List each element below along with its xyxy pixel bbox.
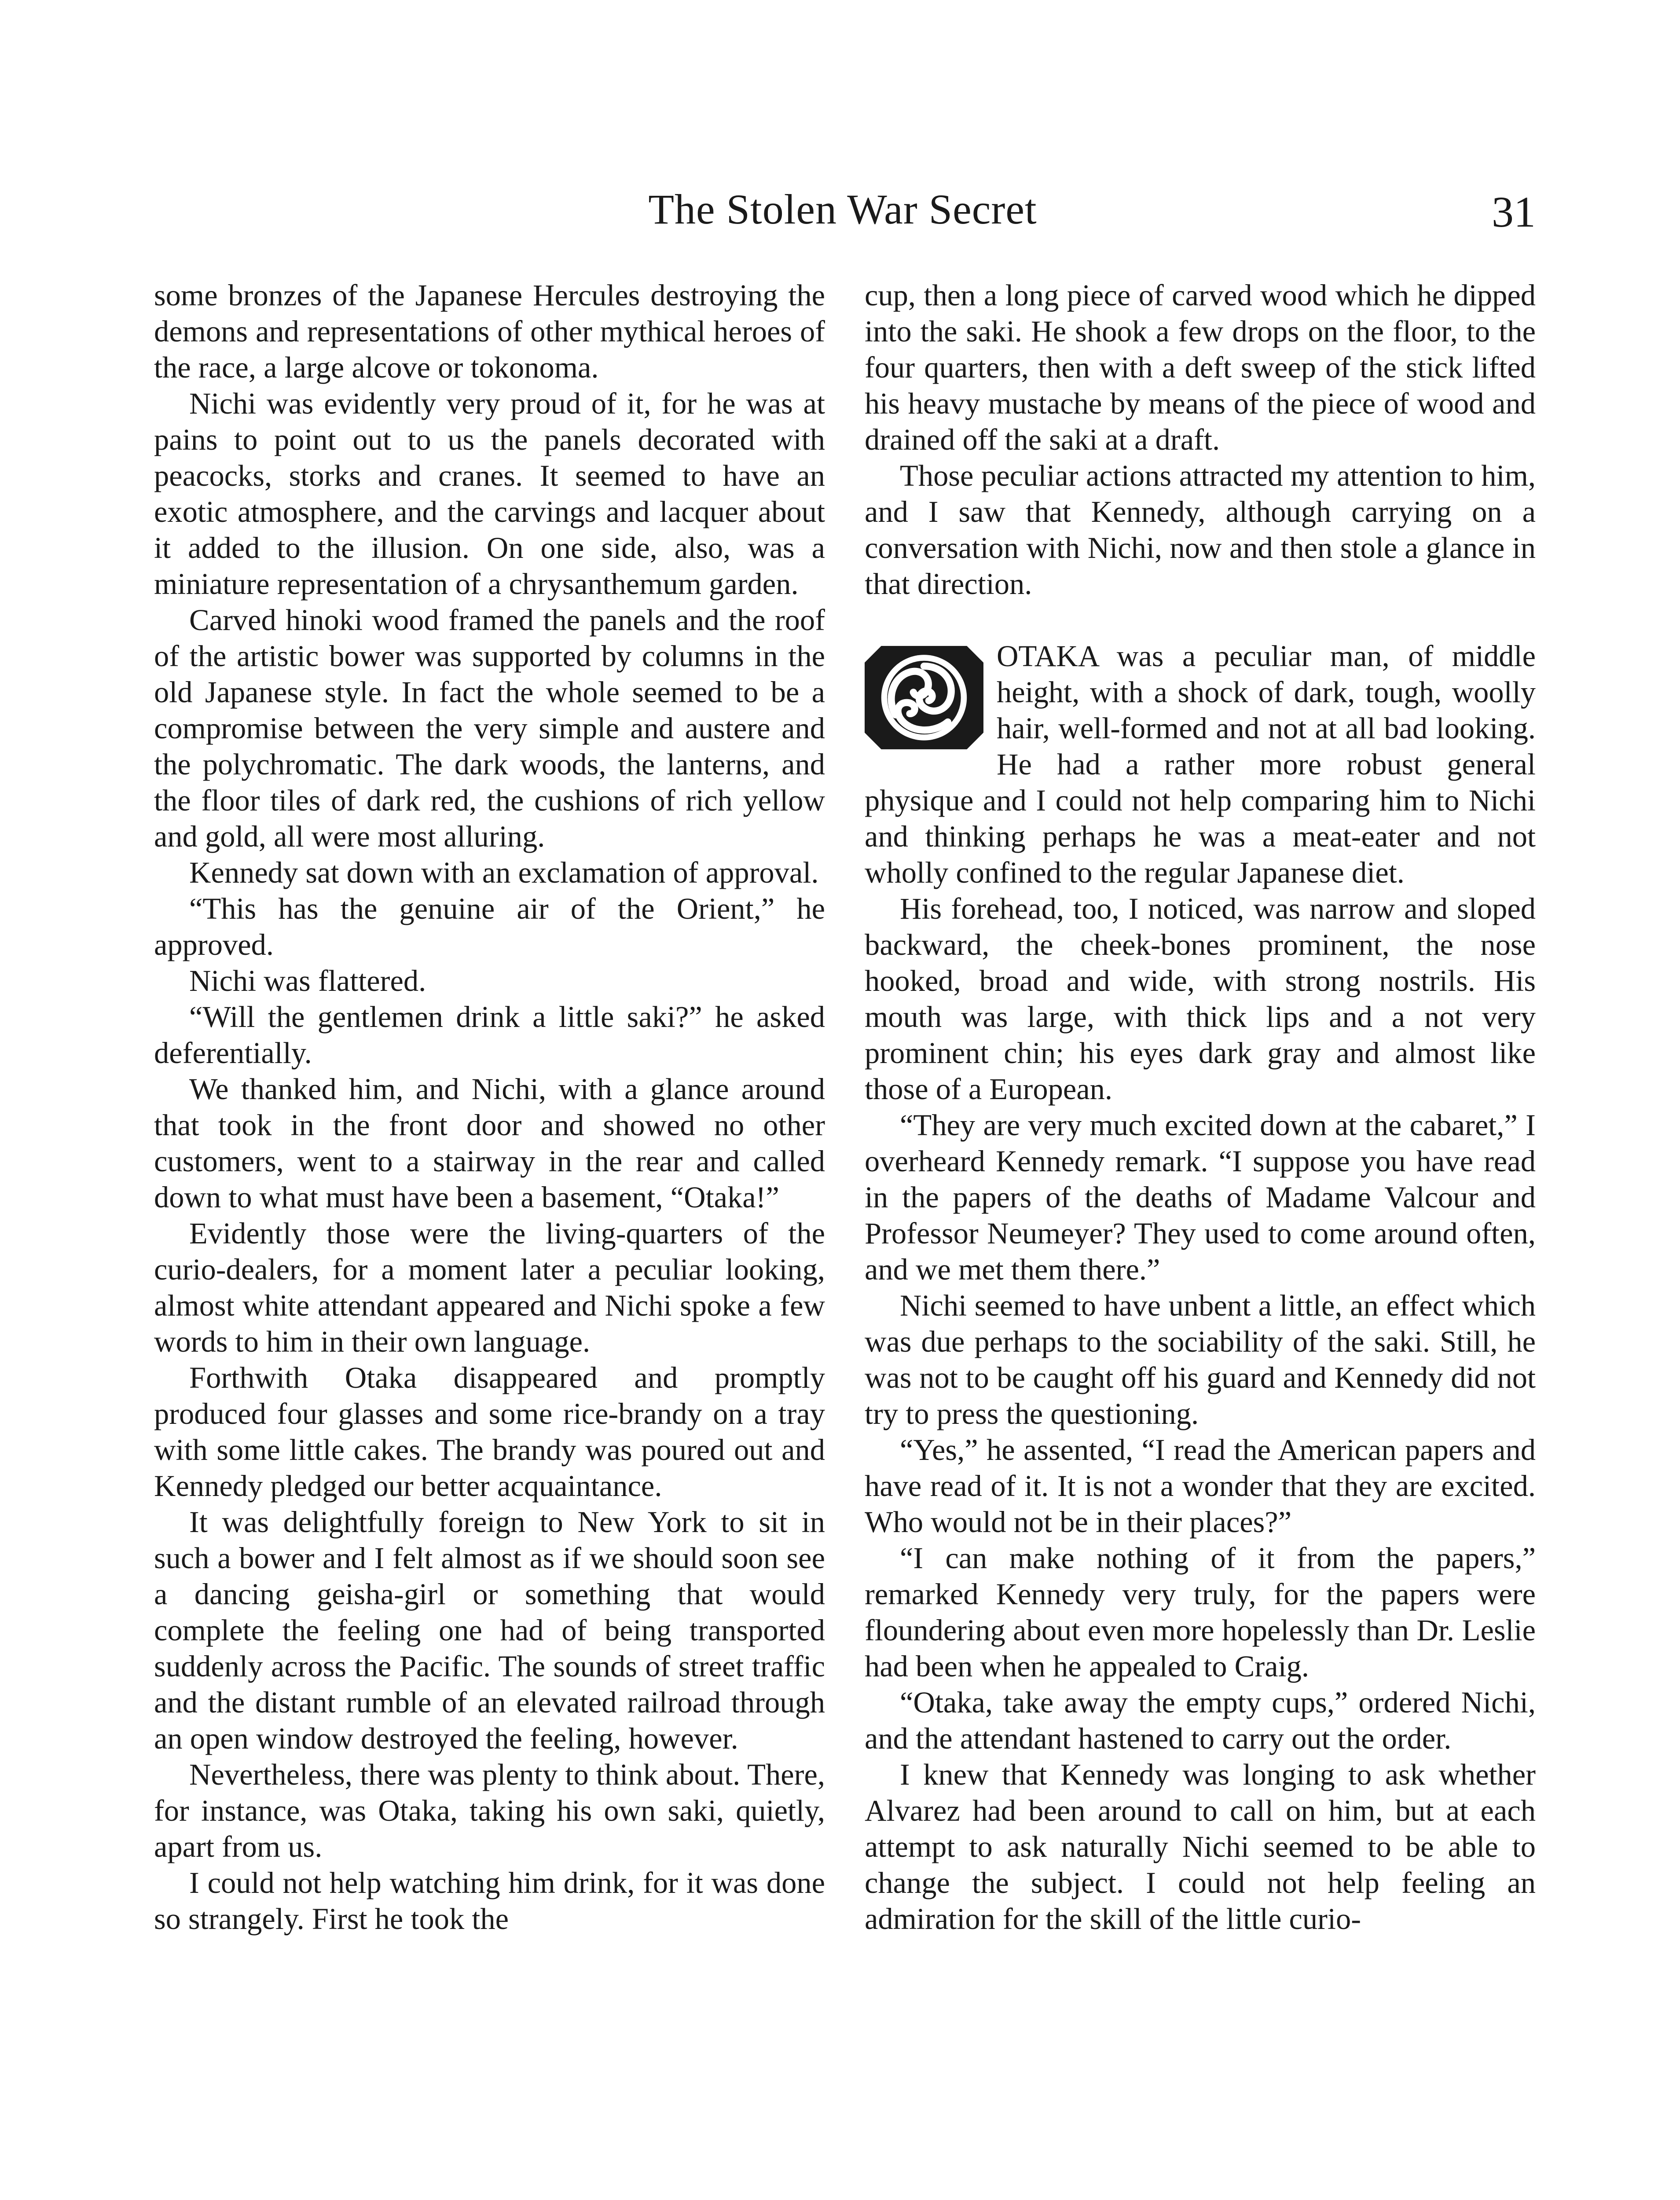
paragraph: Nichi seemed to have unbent a little, an effect which was due perhaps to the sociability of the saki. Still, he was not to be caught off his guard and Kennedy did not try to press the questioning. — [865, 1289, 1536, 1430]
paragraph: “This has the genuine air of the Orient,” he approved. — [154, 892, 825, 961]
paragraph: Nichi was flattered. — [189, 964, 426, 997]
dropcap-paragraph — [865, 638, 1536, 891]
dropcap-paragraph-text: OTAKA was a peculiar man, of middle height, with a shock of dark, tough, woolly hair, well-formed and not at all bad looking. He had a rather more robust general physique and I could not help comparing him to Nichi and thinking perhaps he was a meat-eater and not wholly confined to the regular Japanese diet. — [865, 639, 1536, 889]
paragraph: Those peculiar actions attracted my attention to him, and I saw that Kennedy, although carrying on a conversation with Nichi, now and then stole a glance in that direction. — [865, 459, 1536, 601]
paragraph: It was delightfully foreign to New York to sit in such a bower and I felt almost as if we should soon see a dancing geisha-girl or something that would complete the feeling one had of being transported suddenly across the Pacific. The sounds of street traffic and the distant rumble of an elevated railroad through an open window destroyed the feeling, however. — [154, 1505, 825, 1755]
paragraph: “Will the gentlemen drink a little saki?” he asked deferentially. — [154, 1000, 825, 1070]
left-column — [154, 277, 825, 2200]
paragraph: Carved hinoki wood framed the panels and the roof of the artistic bower was supported by columns in the old Japanese style. In fact the whole seemed to be a compromise between the very simple and austere and the polychromatic. The dark woods, the lanterns, and the floor tiles of dark red, the cushions of rich yellow and gold, all were most alluring. — [154, 603, 825, 853]
paragraph: some bronzes of the Japanese Hercules destroying the demons and representations of other mythical heroes of the race, a large alcove or tokonoma. — [154, 279, 825, 384]
page-number: 31 — [1492, 187, 1536, 236]
running-title: The Stolen War Secret — [648, 186, 1037, 233]
paragraph: Forthwith Otaka disappeared and promptly produced four glasses and some rice-brandy on a tray with some little cakes. The brandy was poured out and Kennedy pledged our better acquaintance. — [154, 1361, 825, 1503]
paragraph: Kennedy sat down with an exclamation of approval. — [189, 856, 819, 889]
paragraph: I knew that Kennedy was longing to ask whether Alvarez had been around to call on him, but at each attempt to ask naturally Nichi seemed to be able to change the subject. I could not help feeling an admiration for the skill of the little curio- — [865, 1758, 1536, 1936]
paragraph: Evidently those were the living-quarters of the curio-dealers, for a moment later a peculiar looking, almost white attendant appeared and Nichi spoke a few words to him in their own language. — [154, 1217, 825, 1358]
paragraph: Nichi was evidently very proud of it, for he was at pains to point out to us the panels decorated with peacocks, storks and cranes. It seemed to have an exotic atmosphere, and the carvings and lacquer about it added to the illusion. On one side, also, was a miniature representation of a chrysanthemum garden. — [154, 387, 825, 601]
paragraph: “Yes,” he assented, “I read the American papers and have read of it. It is not a wonder that they are excited. Who would not be in their places?” — [865, 1433, 1536, 1539]
right-column — [865, 277, 1536, 2200]
paragraph: His forehead, too, I noticed, was narrow and sloped backward, the cheek-bones prominent, the nose hooked, broad and wide, with strong nostrils. His mouth was large, with thick lips and a not very prominent chin; his eyes dark gray and almost like those of a European. — [865, 892, 1536, 1106]
paragraph: “Otaka, take away the empty cups,” ordered Nichi, and the attendant hastened to carry out the order. — [865, 1686, 1536, 1755]
paragraph: We thanked him, and Nichi, with a glance around that took in the front door and showed no other customers, went to a stairway in the rear and called down to what must have been a basement, “Otaka!” — [154, 1072, 825, 1214]
paragraph: Nevertheless, there was plenty to think about. There, for instance, was Otaka, taking his own saki, quietly, apart from us. — [154, 1758, 825, 1863]
ornamental-swirl-icon — [865, 646, 983, 749]
paragraph: cup, then a long piece of carved wood which he dipped into the saki. He shook a few drops on the floor, to the four quarters, then with a deft sweep of the stick lifted his heavy mustache by means of the piece of wood and drained off the saki at a draft. — [865, 279, 1536, 456]
paragraph: I could not help watching him drink, for it was done so strangely. First he took the — [154, 1866, 825, 1936]
paragraph: “They are very much excited down at the cabaret,” I overheard Kennedy remark. “I suppose you have read in the papers of the deaths of Madame Valcour and Professor Neumeyer? They used to come around often, and we met them there.” — [865, 1108, 1536, 1286]
paragraph: “I can make nothing of it from the papers,” remarked Kennedy very truly, for the papers were floundering about even more hopelessly than Dr. Leslie had been when he appealed to Craig. — [865, 1541, 1536, 1683]
page-header — [150, 185, 1536, 246]
